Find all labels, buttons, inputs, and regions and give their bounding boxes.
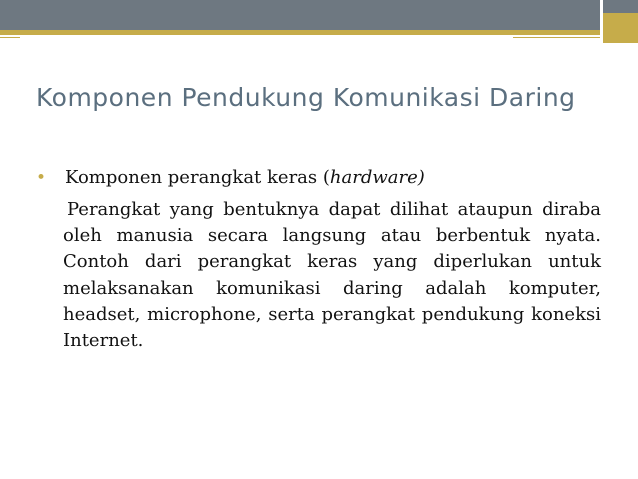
slide-title: Komponen Pendukung Komunikasi Daring — [36, 83, 576, 112]
bullet-text-italic: hardware) — [329, 167, 425, 188]
banner-gold-bar — [0, 30, 600, 35]
bullet-text — [65, 167, 425, 188]
banner-corner-gray — [603, 0, 638, 13]
body-paragraph: Perangkat yang bentuknya dapat dilihat ataupun diraba oleh manusia secara langsung atau berbentuk nyata. Contoh dari perangkat keras yang diperlukan untuk melaksanakan komunikasi daring adalah komputer, headset, microphone, serta perangkat pendukung koneksi Internet. — [63, 199, 601, 352]
banner-line-right — [513, 37, 600, 38]
banner-line-left — [0, 37, 20, 38]
banner-corner-gold — [603, 13, 638, 43]
bullet-item — [36, 167, 606, 193]
header-banner — [0, 0, 638, 40]
bullet-text-plain: Komponen perangkat keras ( — [65, 167, 330, 188]
bullet-dot-icon: • — [36, 168, 47, 188]
banner-gray-bar — [0, 0, 600, 30]
